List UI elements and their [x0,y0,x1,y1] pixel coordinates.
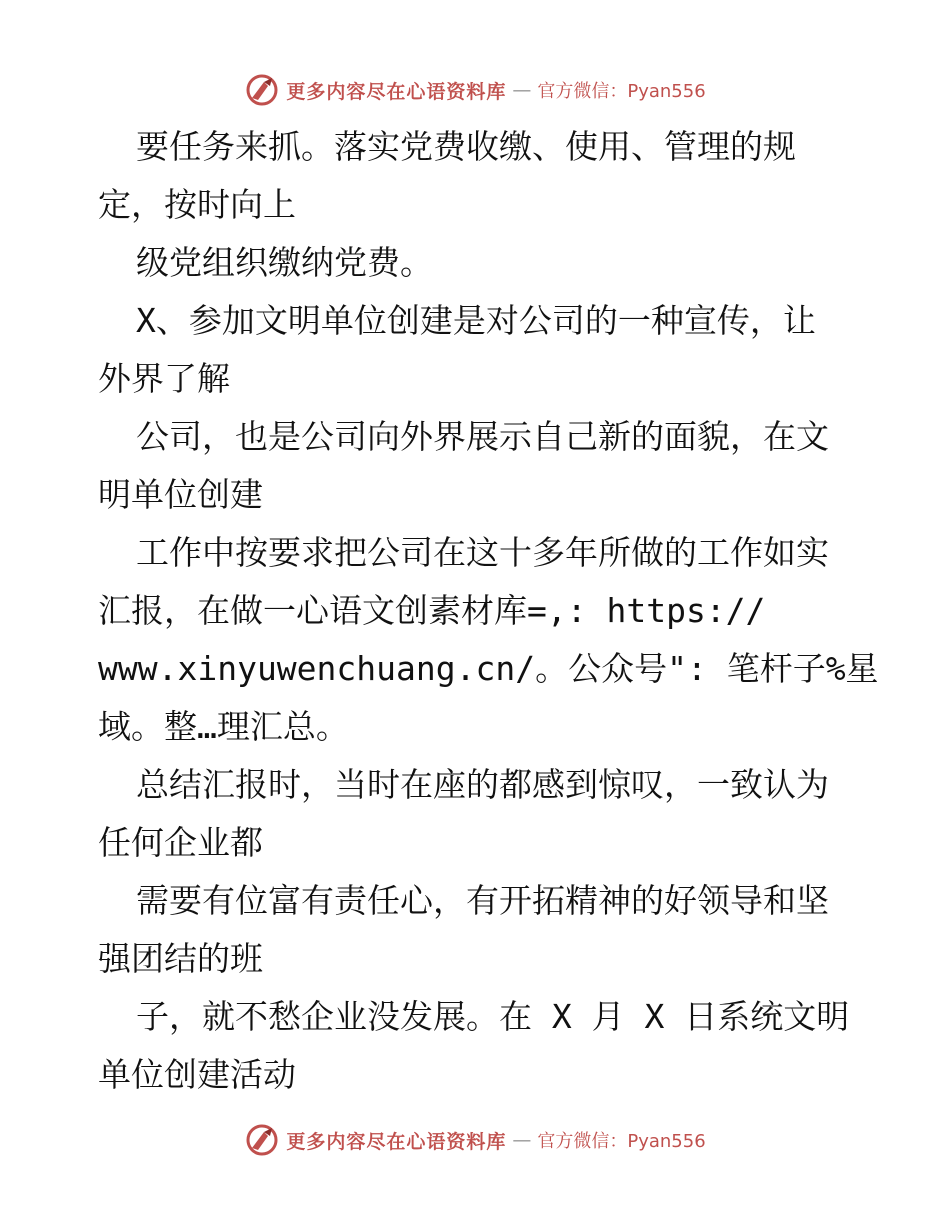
red-ribbon-logo-icon [244,1122,280,1158]
text-line: www.xinyuwenchuang.cn/。公众号": 笔杆子%星 [98,649,879,688]
text-line: 定，按时向上 [98,185,296,224]
footer-banner [0,1120,950,1160]
header-wechat-text: 官方微信：Pyan556 [537,81,706,102]
text-line: 公司，也是公司向外界展示自己新的面貌，在文 [136,417,829,456]
text-line: 强团结的班 [98,939,263,978]
text-line: 要任务来抓。落实党费收缴、使用、管理的规 [136,127,796,166]
text-line: 级党组织缴纳党费。 [136,243,433,282]
text-line: 总结汇报时，当时在座的都感到惊叹，一致认为 [136,765,829,804]
body-text [98,118,879,1104]
text-line: 任何企业都 [98,823,263,862]
header-brand-text: 更多内容尽在心语资料库 [286,80,507,103]
footer-separator: — [512,1129,532,1151]
header-separator: — [512,79,532,101]
red-ribbon-logo-icon [244,72,280,108]
footer-brand-text: 更多内容尽在心语资料库 [286,1130,507,1153]
text-line: 明单位创建 [98,475,263,514]
text-line: 工作中按要求把公司在这十多年所做的工作如实 [136,533,829,572]
text-line: 域。整…理汇总。 [98,707,349,746]
text-line: X、参加文明单位创建是对公司的一种宣传，让 [136,301,816,340]
text-line: 汇报，在做一心语文创素材库=,: https:// [98,591,766,630]
text-line: 单位创建活动 [98,1055,296,1094]
text-line: 需要有位富有责任心，有开拓精神的好领导和坚 [136,881,829,920]
header-banner [0,70,950,110]
text-line: 外界了解 [98,359,230,398]
footer-wechat-text: 官方微信：Pyan556 [537,1131,706,1152]
text-line: 子，就不愁企业没发展。在 X 月 X 日系统文明 [136,997,850,1036]
